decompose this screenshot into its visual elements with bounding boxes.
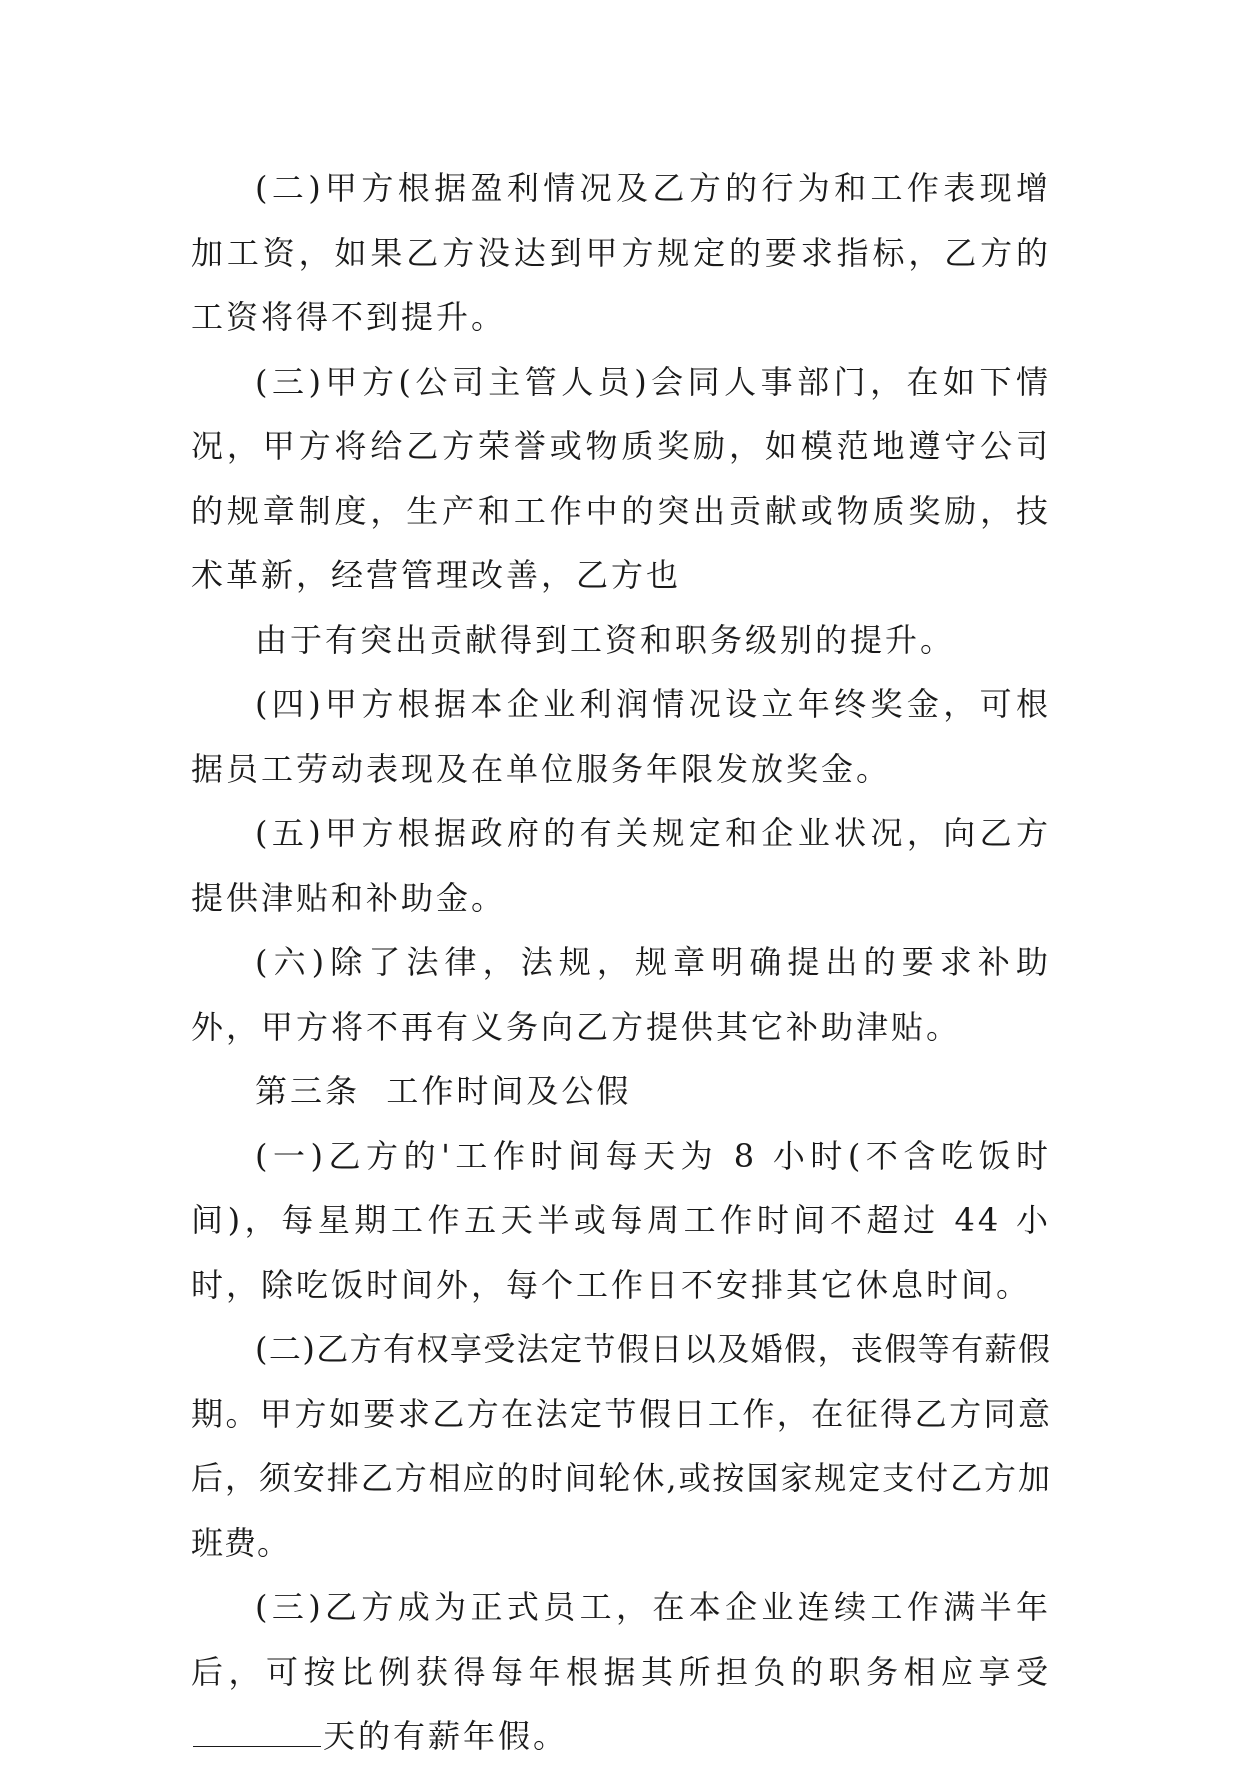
annual-leave-days-blank bbox=[193, 1716, 321, 1747]
paragraph-allowance: (五)甲方根据政府的有关规定和企业状况，向乙方提供津贴和补助金。 bbox=[191, 814, 1051, 917]
paragraph-rewards: (三)甲方(公司主管人员)会同人事部门，在如下情况，甲方将给乙方荣誉或物质奖励，如模范地遵守公司的规章制度，生产和工作中的突出贡献或物质奖励，技术革新，经营管理改善，乙方也 bbox=[191, 362, 1051, 594]
paragraph-rewards-continued: 由于有突出贡献得到工资和职务级别的提升。 bbox=[255, 620, 956, 659]
paragraph-annual-leave bbox=[191, 1575, 1051, 1769]
annual-leave-text-before: (三)乙方成为正式员工，在本企业连续工作满半年后，可按比例获得每年根据其所担负的职务相应享受 bbox=[191, 1588, 1051, 1691]
section-heading-article-3: 第三条 工作时间及公假 bbox=[255, 1072, 632, 1110]
paragraph-no-other-subsidy: (六)除了法律，法规，规章明确提出的要求补助外，甲方将不再有义务向乙方提供其它补助津贴。 bbox=[191, 943, 1051, 1046]
document-body bbox=[191, 156, 1051, 1769]
paragraph-year-end-bonus: (四)甲方根据本企业利润情况设立年终奖金，可根据员工劳动表现及在单位服务年限发放奖金。 bbox=[191, 685, 1051, 788]
paragraph-working-hours: (一)乙方的'工作时间每天为 8 小时(不含吃饭时间)，每星期工作五天半或每周工作时间不超过 44 小时，除吃饭时间外，每个工作日不安排其它休息时间。 bbox=[191, 1136, 1051, 1304]
annual-leave-text-after: 天的有薪年假。 bbox=[323, 1717, 569, 1755]
paragraph-holidays: (二)乙方有权享受法定节假日以及婚假，丧假等有薪假期。甲方如要求乙方在法定节假日工作，在征得乙方同意后，须安排乙方相应的时间轮休,或按国家规定支付乙方加班费。 bbox=[191, 1330, 1051, 1562]
paragraph-salary-increase: (二)甲方根据盈利情况及乙方的行为和工作表现增加工资，如果乙方没达到甲方规定的要求指标，乙方的工资将得不到提升。 bbox=[191, 169, 1051, 336]
